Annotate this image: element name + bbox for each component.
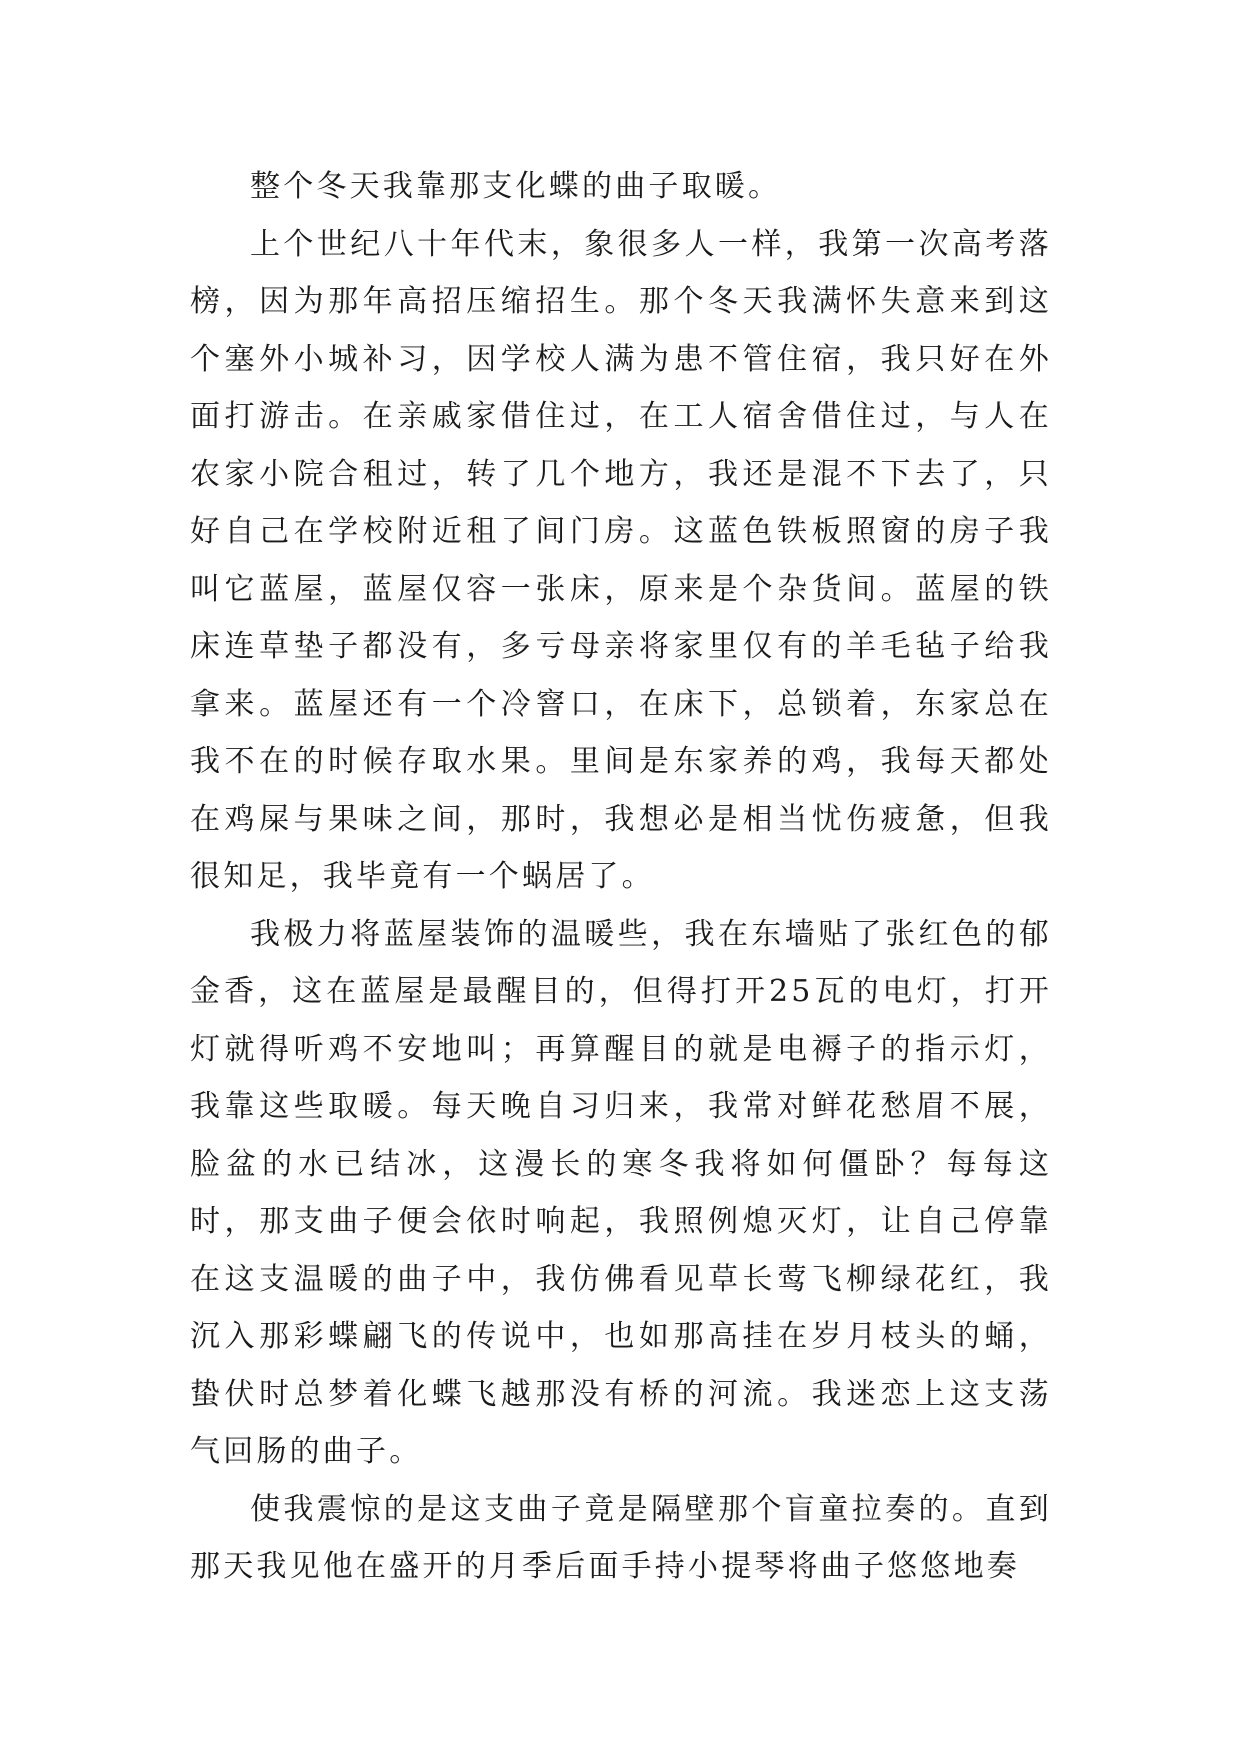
document-body bbox=[190, 158, 1052, 1596]
paragraph-3: 我极力将蓝屋装饰的温暖些，我在东墙贴了张红色的郁金香，这在蓝屋是最醒目的，但得打开25瓦的电灯，打开灯就得听鸡不安地叫；再算醒目的就是电褥子的指示灯，我靠这些取暖。每天晚自习归来，我常对鲜花愁眉不展，脸盆的水已结冰，这漫长的寒冬我将如何僵卧？每每这时，那支曲子便会依时响起，我照例熄灭灯，让自己停靠在这支温暖的曲子中，我仿佛看见草长莺飞柳绿花红，我沉入那彩蝶翩飞的传说中，也如那高挂在岁月枝头的蛹，蛰伏时总梦着化蝶飞越那没有桥的河流。我迷恋上这支荡气回肠的曲子。 bbox=[190, 916, 1052, 1469]
paragraph-1: 整个冬天我靠那支化蝶的曲子取暖。 bbox=[250, 169, 782, 204]
paragraph-2: 上个世纪八十年代末，象很多人一样，我第一次高考落榜，因为那年高招压缩招生。那个冬天我满怀失意来到这个塞外小城补习，因学校人满为患不管住宿，我只好在外面打游击。在亲戚家借住过，在工人宿舍借住过，与人在农家小院合租过，转了几个地方，我还是混不下去了，只好自己在学校附近租了间门房。这蓝色铁板照窗的房子我叫它蓝屋，蓝屋仅容一张床，原来是个杂货间。蓝屋的铁床连草垫子都没有，多亏母亲将家里仅有的羊毛毡子给我拿来。蓝屋还有一个冷窨口，在床下，总锁着，东家总在我不在的时候存取水果。里间是东家养的鸡，我每天都处在鸡屎与果味之间，那时，我想必是相当忧伤疲惫，但我很知足，我毕竟有一个蜗居了。 bbox=[190, 226, 1052, 894]
paragraph-4: 使我震惊的是这支曲子竟是隔壁那个盲童拉奏的。直到那天我见他在盛开的月季后面手持小提琴将曲子悠悠地奏 bbox=[190, 1491, 1052, 1584]
